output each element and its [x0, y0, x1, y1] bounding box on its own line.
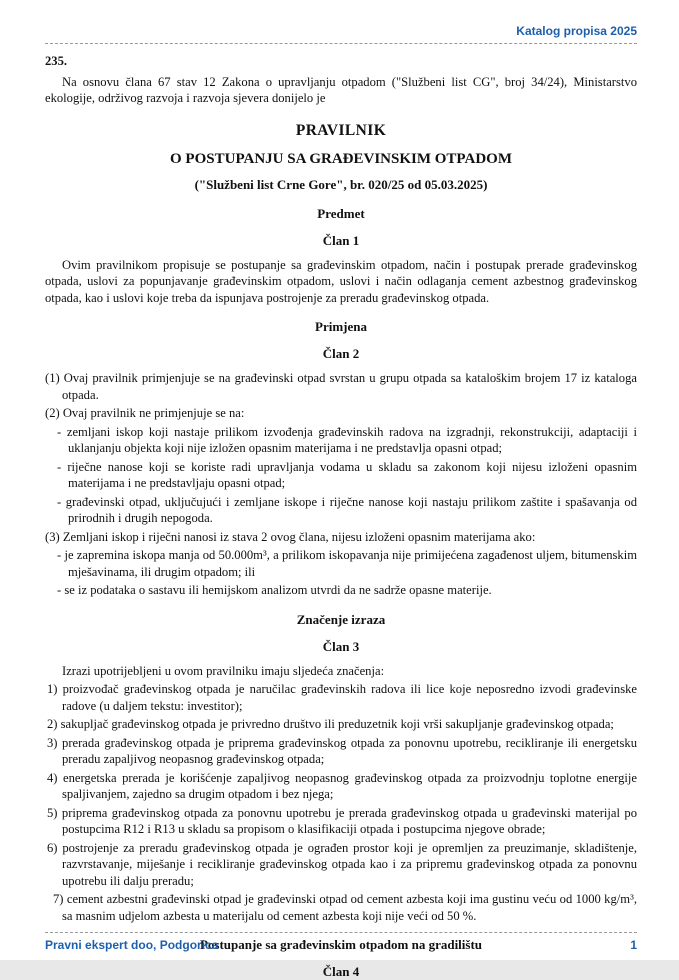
clan-2-stav-2-dash-item: - riječne nanose koji se koriste radi upravljanja vodama u skladu sa zakonom koji nijesu izloženi opasnim materijama i ne predstavljaju opasni otpad; [57, 459, 637, 491]
article-heading-clan-4: Član 4 [322, 963, 360, 979]
clan-2-stav-3: (3) Zemljani iskop i riječni nanosi iz stava 2 ovog člana, nijesu izloženi opasnim materijama ako: [45, 529, 536, 544]
clan-1-paragraph: Ovim pravilnikom propisuje se postupanje sa građevinskim otpadom, način i postupak prerade građevinskog otpada, uslovi za popunjavanje građevinskim otpadom, uslovi i način odlaganja cement azbestnog građevinskog otpada, kao i uslovi koje treba da ispunjava postrojenje za preradu građevinskog otpada. [45, 257, 637, 305]
article-heading-clan-2: Član 2 [322, 346, 360, 362]
section-heading-predmet: Predmet [317, 205, 365, 221]
definition-item: 2) sakupljač građevinskog otpada je privredno društvo ili preduzetnik koji vrši sakupljanje građevinskog otpada; [47, 717, 614, 732]
section-heading-znacenje-izraza: Značenje izraza [296, 611, 386, 627]
catalog-link[interactable]: Katalog propisa 2025 [516, 24, 637, 38]
section-heading-primjena: Primjena [315, 319, 367, 335]
definition-item: 7) cement azbestni građevinski otpad je građevinski otpad od cement azbesta koji ima gustinu veću od 1000 kg/m³, sa masnim udjelom azbesta u materijalu od cement azbesta koji nije veći od 50 %. [53, 892, 637, 923]
clan-2-stav-3-dash-item: - se iz podataka o sastavu ili hemijskom analizom utvrdi da ne sadrže opasne materije. [57, 583, 492, 598]
page-footer [45, 932, 637, 952]
preamble-paragraph: Na osnovu člana 67 stav 12 Zakona o upravljanju otpadom ("Službeni list CG", broj 34/24), Ministarstvo ekologije, održivog razvoja i razvoja sjevera donijelo je [45, 75, 637, 106]
clan-2-stav-2-dash-item: - građevinski otpad, uključujući i zemljane iskope i riječne nanose koji nastaju prilikom zaštite i spašavanja od prirodnih i drugih nepogoda. [57, 494, 637, 526]
gazette-reference: ("Službeni list Crne Gore", br. 020/25 od 05.03.2025) [194, 176, 488, 192]
definition-item: 3) prerada građevinskog otpada je priprema građevinskog otpada za ponovnu upotrebu, recikliranje ili energetsku preradu zapaljivog neopasnog građevinskog otpada; [47, 735, 637, 767]
definition-item: 6) postrojenje za preradu građevinskog otpada je ograđen prostor koji je opremljen za preuzimanje, skladištenje, razvrstavanje, miješanje i recikliranje građevinskog otpada kao i za pripremu građevinskog otpada za ponovnu upotrebu ili dalju preradu; [47, 840, 637, 888]
act-number: 235. [45, 54, 68, 68]
article-heading-clan-1: Član 1 [322, 232, 360, 248]
definition-item: 4) energetska prerada je korišćenje zapaljivog neopasnog građevinskog otpada za proizvodnju toplotne energije spaljivanjem, zajedno sa drugim otpadom i bez njega; [47, 770, 637, 802]
publisher-label: Pravni ekspert doo, Podgorica [45, 938, 219, 952]
clan-3-intro: Izrazi upotrijebljeni u ovom pravilniku imaju sljedeća značenja: [62, 663, 385, 678]
page-header [45, 0, 637, 44]
document-title: PRAVILNIK [295, 121, 387, 139]
document-subtitle: O POSTUPANJU SA GRAĐEVINSKIM OTPADOM [170, 150, 512, 167]
definition-item: 1) proizvođač građevinskog otpada je naručilac građevinskih radova ili lice koje neposredno izvodi građevinske radove (u daljem tekstu: investitor); [47, 682, 637, 713]
page-number: 1 [630, 938, 637, 952]
clan-2-stav-3-dash-item: - je zapremina iskopa manja od 50.000m³, a prilikom iskopavanja nije primijećena zagađenost uljem, bitumenskim mješavinama, ili drugim otpadom; ili [57, 548, 637, 579]
clan-2-stav-2-dash-item: - zemljani iskop koji nastaje prilikom izvođenja građevinskih radova na izgradnji, rekonstrukciji, adaptaciji i uklanjanju objekta koji nije izložen opasnim materijama i ne predstavlja opasni otpad; [57, 424, 637, 456]
definition-item: 5) priprema građevinskog otpada za ponovnu upotrebu je prerada građevinskog otpada u građevinski materijal po postupcima R12 i R13 u skladu sa propisom o klasifikaciji otpada i postupcima njegove obrade; [47, 805, 637, 837]
section-heading-postupanje: Postupanje sa građevinskim otpadom na gradilištu [199, 936, 483, 952]
article-heading-clan-3: Član 3 [322, 638, 360, 654]
clan-2-stav-1: (1) Ovaj pravilnik primjenjuje se na građevinski otpad svrstan u grupu otpada sa kataloškim brojem 17 iz kataloga otpada. [45, 371, 637, 402]
clan-2-stav-2: (2) Ovaj pravilnik ne primjenjuje se na: [45, 406, 245, 421]
